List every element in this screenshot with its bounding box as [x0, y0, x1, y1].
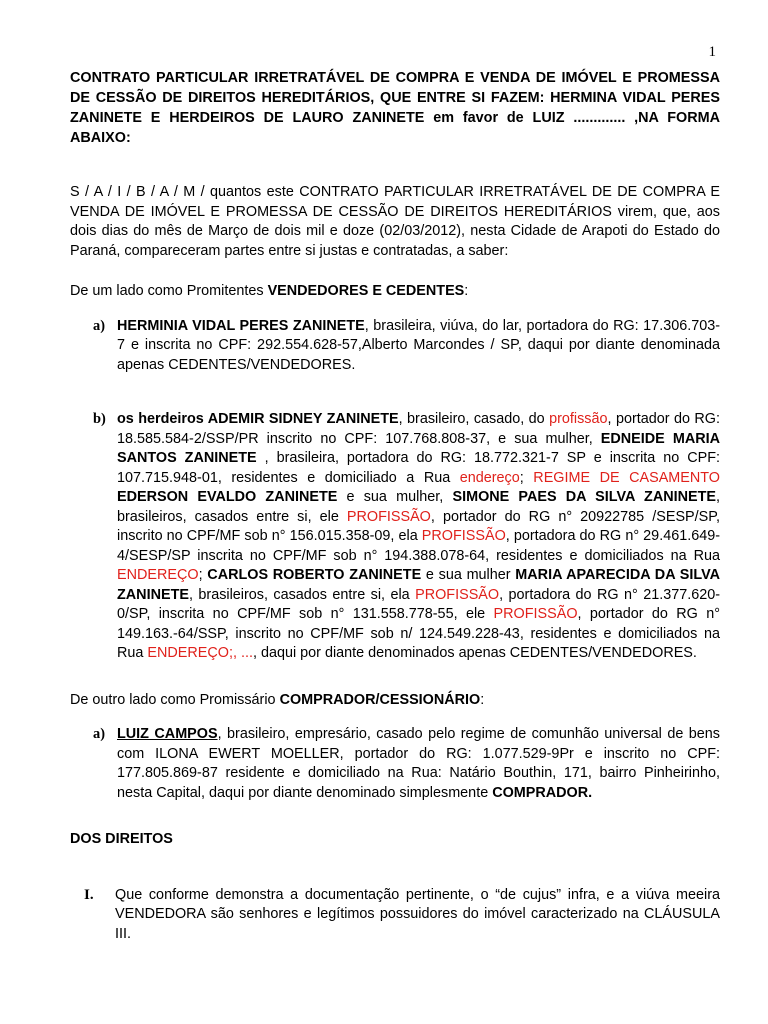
vendor-item-a-name: HERMINIA VIDAL PERES ZANINETE — [117, 317, 365, 334]
buyers-heading — [70, 691, 720, 711]
vendor-item-a-marker: a) — [93, 317, 105, 334]
vendor-b-segment: ; — [519, 469, 534, 486]
buyers-heading-prefix: De outro lado como Promissário — [70, 691, 280, 708]
placeholder-profession: profissão — [549, 411, 608, 427]
contract-title-tail: em favor de LUIZ ............. ,NA FORMA ABAIXO: — [70, 110, 720, 146]
vendor-item-b-text — [117, 410, 720, 664]
placeholder-profession: PROFISSÃO — [493, 606, 578, 622]
buyer-item-a-body: , brasileiro, empresário, casado pelo regime de comunhão universal de bens com ILONA EWERT MOELLER, portador do RG: 1.077.529-9Pr e inscrito no CPF: 177.805.869-87 residente e domiciliado na Rua: Natário Bouthin, 171, bairro Pinheirinho, nesta Capital, daqui por diante denominado simplesmente — [117, 726, 720, 801]
vendor-b-segment: ; — [198, 567, 208, 583]
vendor-b-segment: , brasileiros, casados entre si, ela — [188, 586, 416, 603]
ederson-name: EDERSON EVALDO ZANINETE — [117, 489, 338, 505]
contract-title — [70, 68, 720, 148]
vendor-b-segment: , brasileiros, casados entre si, ele — [117, 489, 720, 525]
page-number: 1 — [708, 44, 716, 60]
vendor-b-segment: , portador do RG n° 149.163.-64/SSP, inscrito no CPF/MF sob n/ 124.549.228-43, residentes e domiciliados na Rua — [117, 606, 720, 661]
contract-title-main: CONTRATO PARTICULAR IRRETRATÁVEL DE COMPRA E VENDA DE IMÓVEL E PROMESSA DE CESSÃO DE DIREITOS HEREDITÁRIOS, QUE ENTRE SI FAZEM: HERMINA VIDAL PERES ZANINETE E HERDEIROS DE LAURO ZANINETE — [70, 70, 720, 126]
placeholder-profession: PROFISSÃO — [415, 586, 500, 603]
clause-i — [70, 886, 720, 945]
vendor-item-a — [70, 317, 720, 376]
vendors-heading-prefix: De um lado como Promitentes — [70, 283, 268, 299]
placeholder-address: endereço — [459, 469, 520, 486]
vendor-b-segment: , portadora do RG n° 21.377.620-0/SP, inscrita no CPF/MF sob n° 131.558.778-55, ele — [117, 586, 721, 622]
vendor-b-segment: e sua mulher, — [337, 489, 453, 505]
edneide-name: EDNEIDE MARIA SANTOS ZANINETE — [117, 430, 720, 466]
placeholder-profession: PROFISSÃO — [421, 528, 506, 544]
carlos-name: CARLOS ROBERTO ZANINETE — [207, 567, 422, 583]
simone-name: SIMONE PAES DA SILVA ZANINETE — [452, 489, 716, 505]
buyer-name: LUIZ CAMPOS — [117, 726, 218, 742]
vendors-heading-bold: VENDEDORES E CEDENTES — [267, 283, 465, 299]
vendor-b-segment: , brasileiro, casado, do — [398, 411, 550, 427]
placeholder-marriage-regime: REGIME DE CASAMENTO — [533, 469, 720, 486]
buyers-heading-suffix: : — [480, 691, 485, 708]
contract-document — [70, 68, 720, 944]
section-heading-rights: DOS DIREITOS — [70, 831, 173, 847]
vendor-b-segment: e sua mulher — [421, 567, 516, 583]
vendor-b-segment: , portador do RG n° 20922785 /SESP/SP, inscrito no CPF/MF sob n° 156.015.358-09, ela — [117, 508, 720, 544]
buyer-designation: COMPRADOR. — [492, 784, 593, 801]
placeholder-address: ENDEREÇO;, ... — [147, 645, 253, 661]
maria-aparecida-name: MARIA APARECIDA DA SILVA ZANINETE — [117, 567, 721, 603]
vendor-item-a-body: , brasileira, viúva, do lar, portadora do RG: 17.306.703-7 e inscrita no CPF: 292.554.628-57,Alberto Marcondes / SP, daqui por diante denominada apenas CEDENTES/VENDEDORES. — [117, 317, 720, 373]
vendor-b-segment: , portador do RG: 18.585.584-2/SSP/PR inscrito no CPF: 107.768.808-37, e sua mulher, — [117, 411, 720, 447]
vendor-item-a-text — [117, 317, 720, 376]
vendors-heading-suffix: : — [464, 283, 469, 299]
heirs-ademir-name: os herdeiros ADEMIR SIDNEY ZANINETE — [117, 411, 399, 427]
buyers-heading-bold: COMPRADOR/CESSIONÁRIO — [279, 691, 481, 708]
buyer-item-a-marker: a) — [93, 726, 105, 742]
vendor-item-b — [70, 410, 720, 664]
vendors-heading — [70, 282, 720, 302]
vendor-b-segment: , portadora do RG n° 29.461.649-4/SESP/SP inscrita no CPF/MF sob n° 194.388.078-64, residentes e domiciliados na Rua — [117, 528, 720, 564]
intro-paragraph: S / A / I / B / A / M / quantos este CONTRATO PARTICULAR IRRETRATÁVEL DE DE COMPRA E VENDA DE IMÓVEL E PROMESSA DE CESSÃO DE DIREITOS HEREDITÁRIOS virem, que, aos dois dias do mês de Março de dois mil e doze (02/03/2012), nesta Cidade de Arapoti do Estado do Paraná, compareceram partes entre si justas e contratadas, a saber: — [70, 184, 720, 259]
placeholder-address: ENDEREÇO — [117, 567, 199, 583]
vendor-b-segment: , daqui por diante denominados apenas CEDENTES/VENDEDORES. — [252, 645, 697, 661]
buyer-item-a — [70, 725, 720, 803]
placeholder-profession: PROFISSÃO — [346, 508, 431, 525]
buyer-item-a-text — [117, 725, 720, 803]
vendor-item-b-marker: b) — [93, 411, 106, 427]
clause-i-marker: I. — [84, 886, 94, 903]
vendor-b-segment: , brasileira, portadora do RG: 18.772.321-7 SP e inscrita no CPF: 107.715.948-01, residentes e domiciliado a Rua — [117, 450, 720, 486]
clause-i-text: Que conforme demonstra a documentação pertinente, o “de cujus” infra, e a viúva meeira VENDEDORA são senhores e legítimos possuidores do imóvel caracterizado na CLÁUSULA III. — [115, 886, 720, 942]
